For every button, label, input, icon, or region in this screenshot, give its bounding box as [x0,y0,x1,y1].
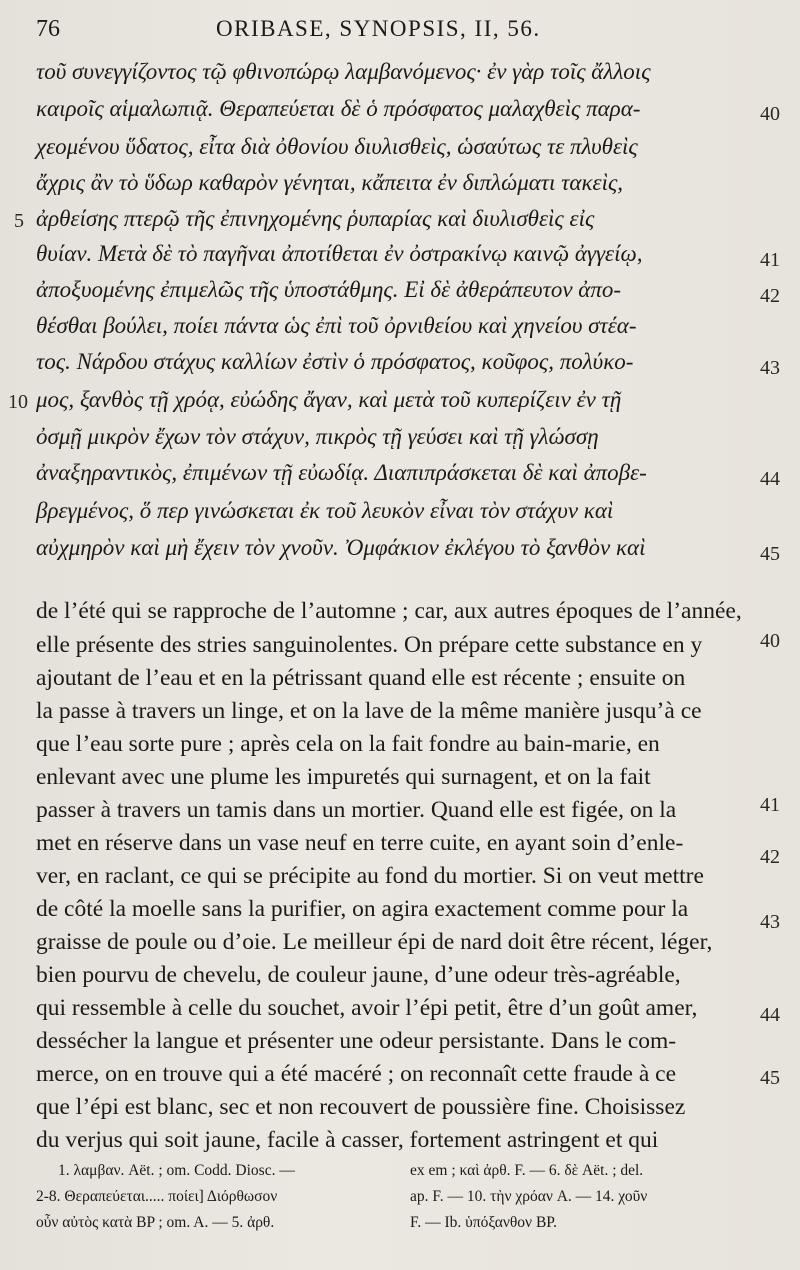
greek-line: θυίαν. Μετὰ δὲ τὸ παγῆναι ἀποτίθεται ἐν ὀστρακίνῳ καινῷ ἀγγείῳ, [36,241,643,266]
french-line: que l’épi est blanc, sec et non recouvert de poussière fine. Choisissez [36,1094,686,1120]
french-line: qui ressemble à celle du souchet, avoir l’épi petit, être d’un goût amer, [36,995,698,1021]
section-number: 42 [760,285,780,307]
french-line: de l’été qui se rapproche de l’automne ; car, aux autres époques de l’année, [36,598,742,624]
footnote-line: οὖν αὐτὸς κατὰ BP ; om. A. — 5. ἀρθ. [36,1214,275,1231]
french-line: bien pourvu de chevelu, de couleur jaune, d’une odeur très-agréable, [36,962,681,988]
french-line: la passe à travers un linge, et on la lave de la même manière jusqu’à ce [36,698,702,724]
french-line: elle présente des stries sanguinolentes. On prépare cette substance en y [36,632,703,658]
greek-line: χεομένου ὕδατος, εἶτα διὰ ὀθονίου διυλισθεὶς, ὡσαύτως τε πλυθεὶς [36,134,638,159]
french-line: merce, on en trouve qui a été macéré ; on reconnaît cette fraude à ce [36,1061,677,1087]
french-line: ver, en raclant, ce qui se précipite au fond du mortier. Si on veut mettre [36,863,704,889]
greek-line: ὀσμῇ μικρὸν ἔχων τὸν στάχυν, πικρὸς τῇ γεύσει καὶ τῇ γλώσσῃ [36,424,599,449]
page-header [36,12,736,48]
section-number: 41 [760,249,780,271]
greek-line: καιροῖς αἱμαλωπιᾷ. Θεραπεύεται δὲ ὁ πρόσφατος μαλαχθεὶς παρα- [36,96,641,121]
greek-line: βρεγμένος, ὅ περ γινώσκεται ἐκ τοῦ λευκὸν εἶναι τὸν στάχυν καὶ [36,498,614,523]
section-number: 43 [760,911,780,933]
footnote-line: F. — Ib. ὑπόξανθον BP. [410,1214,558,1231]
section-number: 40 [760,630,780,652]
greek-line: μος, ξανθὸς τῇ χρόᾳ, εὐώδης ἄγαν, καὶ μετὰ τοῦ κυπερίζειν ἐν τῇ [36,387,622,412]
french-line: passer à travers un tamis dans un mortier. Quand elle est figée, on la [36,797,677,823]
greek-line: ἄχρις ἂν τὸ ὕδωρ καθαρὸν γένηται, κἄπειτα ἐν διπλώματι τακεὶς, [36,170,624,195]
french-line: du verjus qui soit jaune, facile à casser, fortement astringent et qui [36,1127,659,1153]
french-line: enlevant avec une plume les impuretés qui surnagent, et on la fait [36,764,651,790]
section-number: 40 [760,103,780,125]
greek-line: τοῦ συνεγγίζοντος τῷ φθινοπώρῳ λαμβανόμενος· ἐν γὰρ τοῖς ἄλλοις [36,59,651,84]
greek-line: θέσθαι βούλει, ποίει πάντα ὡς ἐπὶ τοῦ ὀρνιθείου καὶ χηνείου στέα- [36,313,637,338]
running-title: ORIBASE, SYNOPSIS, II, 56. [216,16,541,41]
greek-line: ἀποξυομένης ἐπιμελῶς τῆς ὑποστάθμης. Εἰ δὲ ἀθεράπευτον ἀπο- [36,277,622,302]
footnote-line: 1. λαμβαν. Aët. ; om. Codd. Diosc. — [58,1162,295,1179]
section-number: 44 [760,468,780,490]
greek-line: τος. Νάρδου στάχυς καλλίων ἐστὶν ὁ πρόσφατος, κοῦφος, πολύκο- [36,349,634,374]
page-number: 76 [36,16,60,42]
french-line: ajoutant de l’eau et en la pétrissant quand elle est récente ; ensuite on [36,665,686,691]
section-number: 45 [760,1067,780,1089]
line-number: 5 [14,210,24,232]
section-number: 42 [760,846,780,868]
french-line: met en réserve dans un vase neuf en terre cuite, en ayant soin d’enle- [36,830,684,856]
footnote-line: ex em ; καὶ ἀρθ. F. — 6. δὲ Aët. ; del. [410,1162,644,1179]
line-number: 10 [8,391,28,413]
french-line: dessécher la langue et présenter une odeur persistante. Dans le com- [36,1028,677,1054]
section-number: 41 [760,794,780,816]
french-line: graisse de poule ou d’oie. Le meilleur épi de nard doit être récent, léger, [36,929,713,955]
section-number: 44 [760,1004,780,1026]
french-line: que l’eau sorte pure ; après cela on la fait fondre au bain-marie, en [36,731,660,757]
section-number: 43 [760,357,780,379]
french-line: de côté la moelle sans la purifier, on agira exactement comme pour la [36,896,689,922]
footnote-line: ap. F. — 10. τὴν χρόαν A. — 14. χοῦν [410,1188,648,1205]
greek-line: ἀναξηραντικὸς, ἐπιμένων τῇ εὐωδίᾳ. Διαπιπράσκεται δὲ καὶ ἀποβε- [36,460,647,485]
footnote-line: 2-8. Θεραπεύεται..... ποίει] Διόρθωσον [36,1188,278,1205]
greek-line: ἀρθείσης πτερῷ τῆς ἐπινηχομένης ῥυπαρίας καὶ διυλισθεὶς εἰς [36,206,595,231]
greek-line: αὐχμηρὸν καὶ μὴ ἔχειν τὸν χνοῦν. Ὀμφάκιον ἐκλέγου τὸ ξανθὸν καὶ [36,535,646,560]
section-number: 45 [760,543,780,565]
